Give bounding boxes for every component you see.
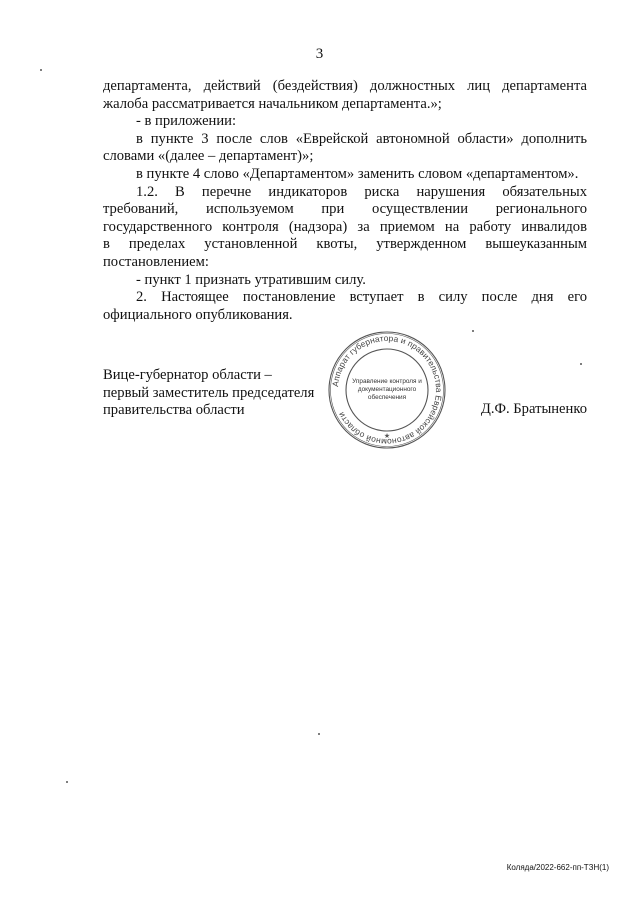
signatory-title-line: правительства области: [103, 402, 245, 419]
scan-speck: [66, 781, 68, 783]
paragraph-line: требований, используемом при осуществлении регионального: [103, 201, 587, 218]
paragraph-line: в пункте 4 слово «Департаментом» заменить словом «департаментом».: [136, 165, 579, 182]
seal-center-line: Управление контроля и: [352, 378, 422, 385]
signatory-name: Д.Ф. Братыненко: [480, 401, 587, 417]
paragraph-line: - в приложении:: [136, 113, 237, 130]
paragraph-line: жалоба рассматривается начальником департамента.»;: [103, 95, 442, 112]
paragraph-line: департамента, действий (бездействия) должностных лиц департамента: [103, 78, 587, 94]
seal-star-icon: ★: [383, 432, 391, 440]
paragraph-line: - пункт 1 признать утратившим силу.: [136, 271, 366, 288]
seal-center-line: обеспечения: [367, 394, 407, 401]
paragraph-line: словами «(далее – департамент)»;: [103, 148, 314, 165]
paragraph-line: 2. Настоящее постановление вступает в силу после дня его: [136, 289, 587, 306]
scan-speck: [318, 733, 320, 735]
scan-speck: [472, 330, 474, 332]
document-code: Колядa/2022-662-пп-ТЗН(1): [506, 863, 609, 872]
document-body: [103, 78, 587, 324]
signatory-title: [103, 367, 314, 420]
signatory-title-line: Вице-губернатор области –: [103, 367, 272, 383]
scan-speck: [40, 69, 42, 71]
signatory-title-line: первый заместитель председателя: [103, 384, 315, 401]
paragraph-line: официального опубликования.: [103, 306, 293, 323]
paragraph-line: в пределах установленной квоты, утвержденном вышеуказанным: [103, 236, 587, 253]
seal-center-line: документационного: [357, 386, 417, 393]
page-number: 3: [315, 46, 324, 62]
paragraph-line: государственного контроля (надзора) за приемом на работу инвалидов: [103, 218, 587, 235]
paragraph-line: постановлением:: [103, 253, 209, 270]
official-seal: [327, 330, 447, 450]
paragraph-line: в пункте 3 после слов «Еврейской автономной области» дополнить: [136, 130, 587, 147]
scan-speck: [580, 363, 582, 365]
paragraph-line: 1.2. В перечне индикаторов риска нарушения обязательных: [136, 183, 587, 200]
seal-ring-text: Аппарат губернатора и правительства Еврейской автономной области: [330, 332, 445, 448]
